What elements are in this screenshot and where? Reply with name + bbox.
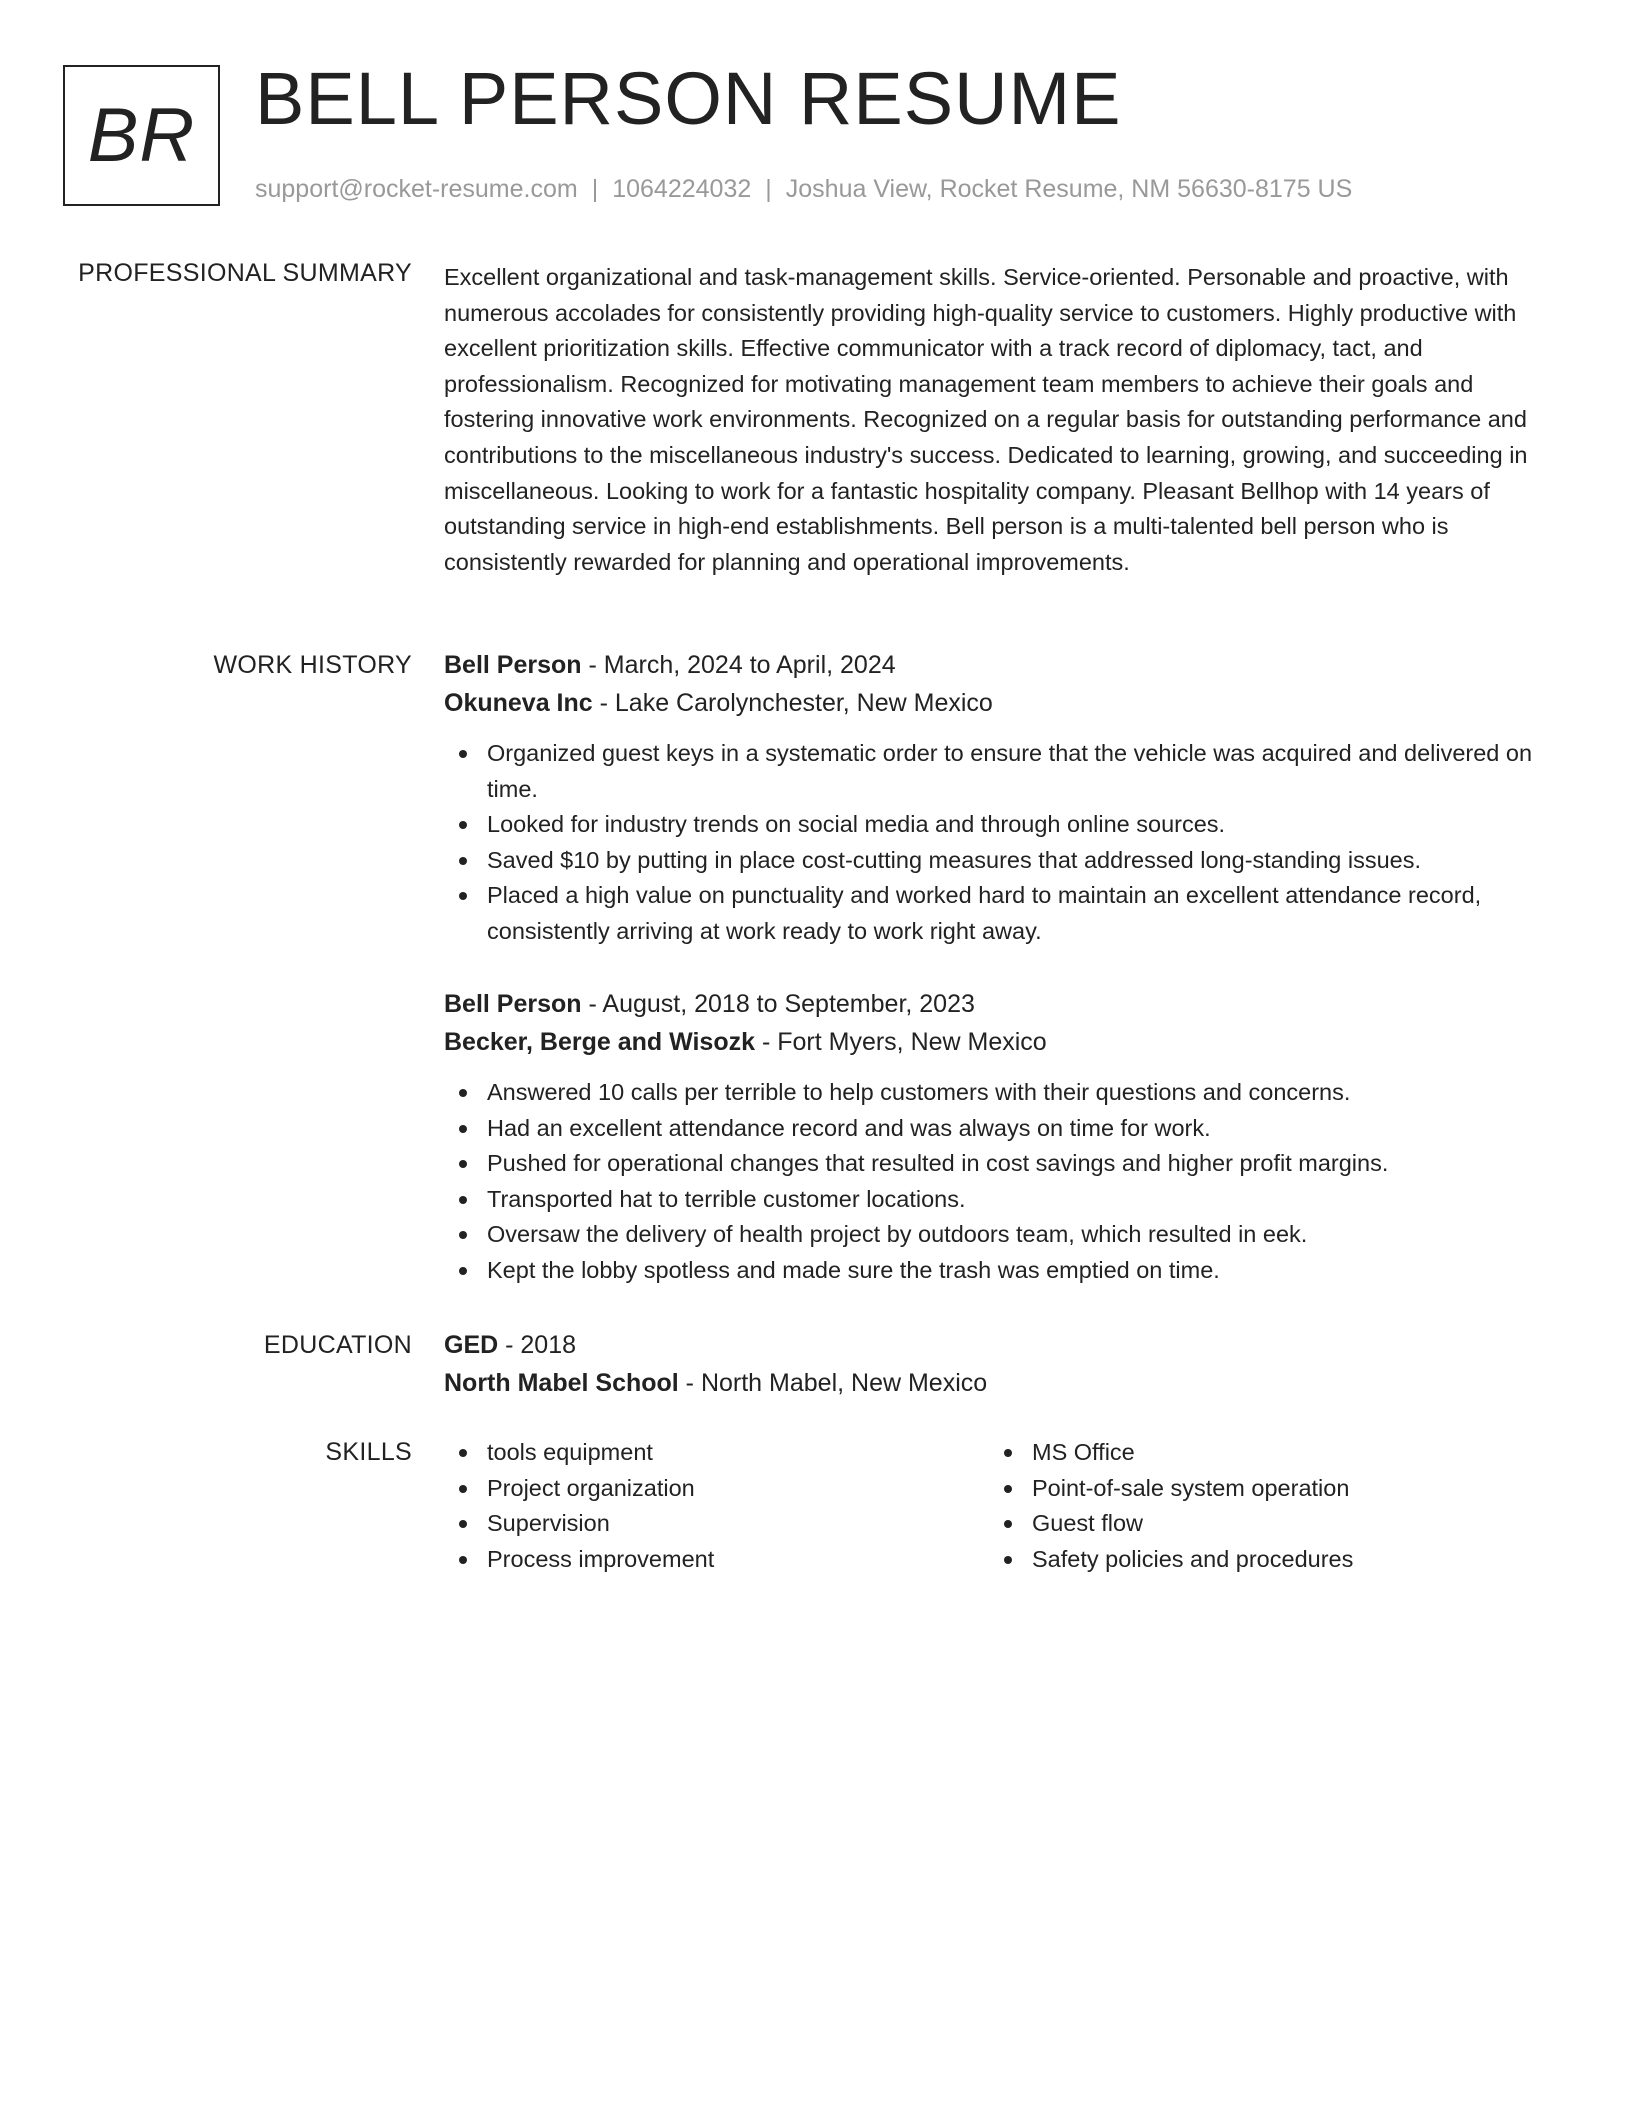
job-duty-item: Placed a high value on punctuality and worked hard to maintain an excellent attendance record, consistently arriving at work ready to work right away. — [444, 878, 1544, 949]
skill-item: Point-of-sale system operation — [989, 1471, 1534, 1507]
job-entry — [444, 985, 1544, 1289]
skill-item: MS Office — [989, 1435, 1534, 1471]
bullet-dot — [459, 1267, 467, 1275]
job-role: Bell Person — [444, 990, 582, 1018]
education-school: North Mabel School — [444, 1369, 679, 1397]
skill-item: Safety policies and procedures — [989, 1542, 1534, 1578]
job-location: - Fort Myers, New Mexico — [755, 1028, 1047, 1056]
contact-address: Joshua View, Rocket Resume, NM 56630-8175 US — [785, 175, 1353, 203]
bullet-dot — [459, 821, 467, 829]
education-location: - North Mabel, New Mexico — [678, 1369, 988, 1397]
bullet-dot — [459, 1196, 467, 1204]
bullet-dot — [1004, 1520, 1012, 1528]
job-company-line — [444, 1023, 1544, 1061]
monogram-box — [63, 65, 220, 206]
job-duty-item: Oversaw the delivery of health project by outdoors team, which resulted in eek. — [444, 1217, 1544, 1253]
bullet-dot — [459, 892, 467, 900]
contact-separator: | — [765, 175, 772, 203]
skills-list-left — [444, 1435, 989, 1577]
job-dates: - August, 2018 to September, 2023 — [581, 990, 975, 1018]
job-duty-item: Transported hat to terrible customer locations. — [444, 1182, 1544, 1218]
bullet-dot — [459, 1231, 467, 1239]
bullet-dot — [459, 750, 467, 758]
contact-line — [255, 174, 1352, 204]
work-history-heading: WORK HISTORY — [213, 651, 412, 679]
job-title-line — [444, 646, 1544, 684]
bullet-dot — [459, 1520, 467, 1528]
contact-phone: 1064224032 — [612, 175, 752, 203]
job-duty-item: Looked for industry trends on social media and through online sources. — [444, 807, 1544, 843]
skill-item: Project organization — [444, 1471, 989, 1507]
job-duty-item: Saved $10 by putting in place cost-cutting measures that addressed long-standing issues. — [444, 843, 1544, 879]
bullet-dot — [459, 1125, 467, 1133]
summary-heading: PROFESSIONAL SUMMARY — [78, 259, 412, 287]
job-duty-item: Had an excellent attendance record and was always on time for work. — [444, 1111, 1544, 1147]
skill-item: Supervision — [444, 1506, 989, 1542]
contact-separator: | — [591, 175, 599, 203]
skill-item: tools equipment — [444, 1435, 989, 1471]
job-entry — [444, 646, 1544, 950]
bullet-dot — [459, 1485, 467, 1493]
education-degree-line — [444, 1326, 1544, 1364]
job-duties-list — [444, 736, 1544, 950]
bullet-dot — [1004, 1556, 1012, 1564]
summary-text: Excellent organizational and task-management skills. Service-oriented. Personable and proactive, with numerous accolades for consistently providing high-quality service to customers. Highly productive with excellent prioritization skills. Effective communicator with a track record of diplomacy, tact, and professionalism. Recognized for motivating management team members to achieve their goals and fostering innovative work environments. Recognized on a regular basis for outstanding performance and contributions to the miscellaneous industry's success. Dedicated to learning, growing, and succeeding in miscellaneous. Looking to work for a fantastic hospitality company. Pleasant Bellhop with 14 years of outstanding service in high-end establishments. Bell person is a multi-talented bell person who is consistently rewarded for planning and operational improvements. — [444, 264, 1528, 575]
summary-body — [444, 260, 1544, 580]
job-location: - Lake Carolynchester, New Mexico — [592, 689, 993, 717]
skills-body — [444, 1435, 1544, 1577]
job-duty-item: Pushed for operational changes that resulted in cost savings and higher profit margins. — [444, 1146, 1544, 1182]
skills-grid — [444, 1435, 1544, 1577]
skill-item: Process improvement — [444, 1542, 989, 1578]
bullet-dot — [459, 1160, 467, 1168]
resume-title: BELL PERSON RESUME — [255, 57, 1122, 140]
bullet-dot — [1004, 1485, 1012, 1493]
education-degree: GED — [444, 1331, 499, 1359]
bullet-dot — [459, 1556, 467, 1564]
skills-list-right — [989, 1435, 1534, 1577]
job-dates: - March, 2024 to April, 2024 — [581, 651, 896, 679]
job-duties-list — [444, 1075, 1544, 1289]
job-company: Okuneva Inc — [444, 689, 593, 717]
job-role: Bell Person — [444, 651, 582, 679]
job-duty-item: Organized guest keys in a systematic order to ensure that the vehicle was acquired and delivered on time. — [444, 736, 1544, 807]
education-entry — [444, 1326, 1544, 1402]
bullet-dot — [459, 857, 467, 865]
education-heading: EDUCATION — [263, 1331, 412, 1359]
bullet-dot — [459, 1089, 467, 1097]
skill-item: Guest flow — [989, 1506, 1534, 1542]
job-company-line — [444, 684, 1544, 722]
job-duty-item: Answered 10 calls per terrible to help customers with their questions and concerns. — [444, 1075, 1544, 1111]
contact-email: support@rocket-resume.com — [255, 175, 578, 203]
bullet-dot — [1004, 1449, 1012, 1457]
job-title-line — [444, 985, 1544, 1023]
skills-heading: SKILLS — [325, 1438, 412, 1466]
monogram-initials: BR — [87, 92, 196, 178]
job-duty-item: Kept the lobby spotless and made sure the trash was emptied on time. — [444, 1253, 1544, 1289]
bullet-dot — [459, 1449, 467, 1457]
education-school-line — [444, 1364, 1544, 1402]
education-year: - 2018 — [498, 1331, 577, 1359]
job-company: Becker, Berge and Wisozk — [444, 1028, 756, 1056]
